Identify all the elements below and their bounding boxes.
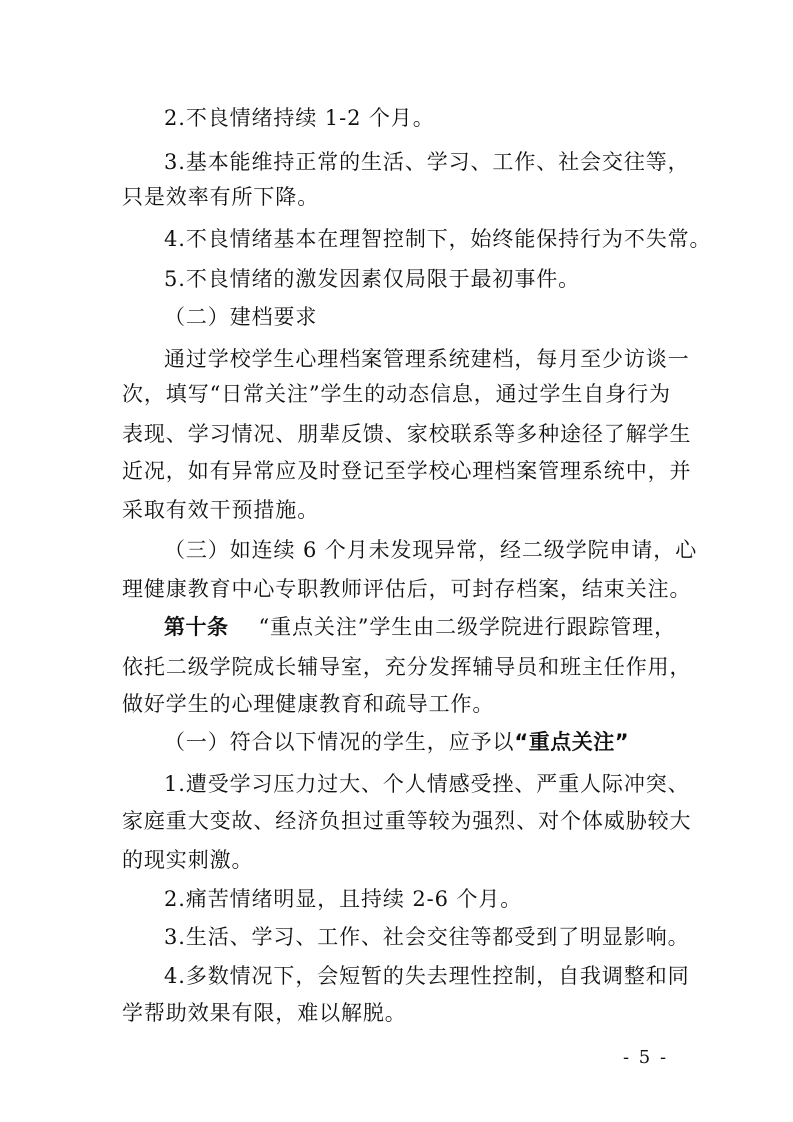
list-item: 学帮助效果有限，难以解脱。 (122, 1001, 407, 1025)
article-ten-line (164, 607, 676, 647)
text-line: 依托二级学院成长辅导室，充分发挥辅导员和班主任作用， (122, 655, 692, 679)
text-line: 做好学生的心理健康教育和疏导工作。 (122, 692, 495, 716)
list-item: 的现实刺激。 (122, 848, 254, 872)
list-item: 2.痛苦情绪明显，且持续 2-6 个月。 (164, 887, 523, 911)
text-line: 采取有效干预措施。 (122, 498, 320, 522)
text-line: 5.不良情绪的激发因素仅局限于最初事件。 (164, 267, 581, 291)
article-text: “重点关注”学生由二级学院进行跟踪管理， (258, 615, 676, 639)
section-one-line (164, 722, 629, 762)
list-item: 家庭重大变故、经济负担过重等较为强烈、对个体威胁较大 (122, 809, 692, 833)
article-label: 第十条 (164, 615, 229, 639)
section-heading: （二）建档要求 (164, 305, 318, 329)
text-line: 通过学校学生心理档案管理系统建档，每月至少访谈一 (164, 347, 690, 371)
section-one-emphasis: “重点关注” (514, 730, 630, 754)
list-item: 3.生活、学习、工作、社会交往等都受到了明显影响。 (164, 925, 690, 949)
text-line: 2.不良情绪持续 1-2 个月。 (164, 106, 435, 130)
text-line: 近况，如有异常应及时登记至学校心理档案管理系统中，并 (122, 459, 692, 483)
text-line: 次，填写“日常关注”学生的动态信息，通过学生自身行为 (122, 382, 671, 406)
text-line: 表现、学习情况、朋辈反馈、家校联系等多种途径了解学生 (122, 422, 692, 446)
text-line: 理健康教育中心专职教师评估后，可封存档案，结束关注。 (122, 577, 692, 601)
text-line: （三）如连续 6 个月未发现异常，经二级学院申请，心 (164, 538, 698, 562)
text-line: 4.不良情绪基本在理智控制下，始终能保持行为不失常。 (164, 227, 712, 251)
list-item: 4.多数情况下，会短暂的失去理性控制，自我调整和同 (164, 964, 690, 988)
list-item: 1.遭受学习压力过大、个人情感受挫、严重人际冲突、 (164, 772, 690, 796)
text-line: 只是效率有所下降。 (122, 185, 320, 209)
page-number: - 5 - (623, 1047, 669, 1068)
text-line: 3.基本能维持正常的生活、学习、工作、社会交往等， (164, 150, 690, 174)
section-one-prefix: （一）符合以下情况的学生，应予以 (164, 730, 515, 754)
